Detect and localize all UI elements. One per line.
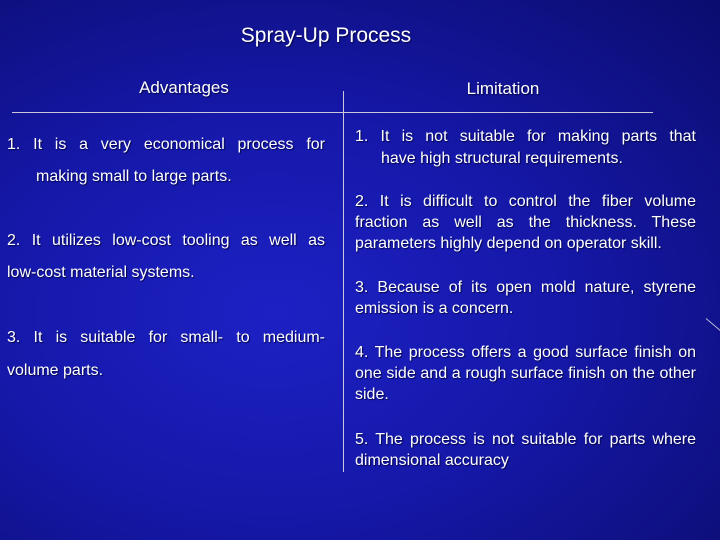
advantage-1-line-1: 1. It is a very economical process for — [7, 136, 325, 153]
limitation-1-line-2: have high structural requirements. — [381, 150, 623, 167]
limitation-2: 2. It is difficult to control the fiber volume fraction as well as the thickness. These parameters highly depend on operator skill. — [355, 193, 696, 252]
decorative-diagonal-line — [706, 318, 720, 344]
limitation-heading: Limitation — [466, 79, 540, 98]
limitation-5: 5. The process is not suitable for parts where dimensional accuracy — [355, 431, 696, 469]
advantages-heading: Advantages — [139, 78, 229, 97]
vertical-divider — [343, 91, 344, 472]
advantage-2-line-1: 2. It utilizes low-cost tooling as well as — [7, 232, 325, 249]
limitation-4: 4. The process offers a good surface finish on one side and a rough surface finish on the other side. — [355, 344, 696, 403]
advantage-3-line-1: 3. It is suitable for small- to medium- — [7, 329, 325, 346]
advantage-2-line-2: low-cost material systems. — [7, 264, 195, 281]
advantage-3-line-2: volume parts. — [7, 362, 104, 379]
limitation-1-line-1: 1. It is not suitable for making parts that — [355, 128, 696, 145]
slide-title: Spray-Up Process — [240, 24, 412, 47]
horizontal-divider — [12, 112, 653, 113]
advantage-1-line-2: making small to large parts. — [36, 168, 232, 185]
limitation-3: 3. Because of its open mold nature, styrene emission is a concern. — [355, 279, 696, 317]
